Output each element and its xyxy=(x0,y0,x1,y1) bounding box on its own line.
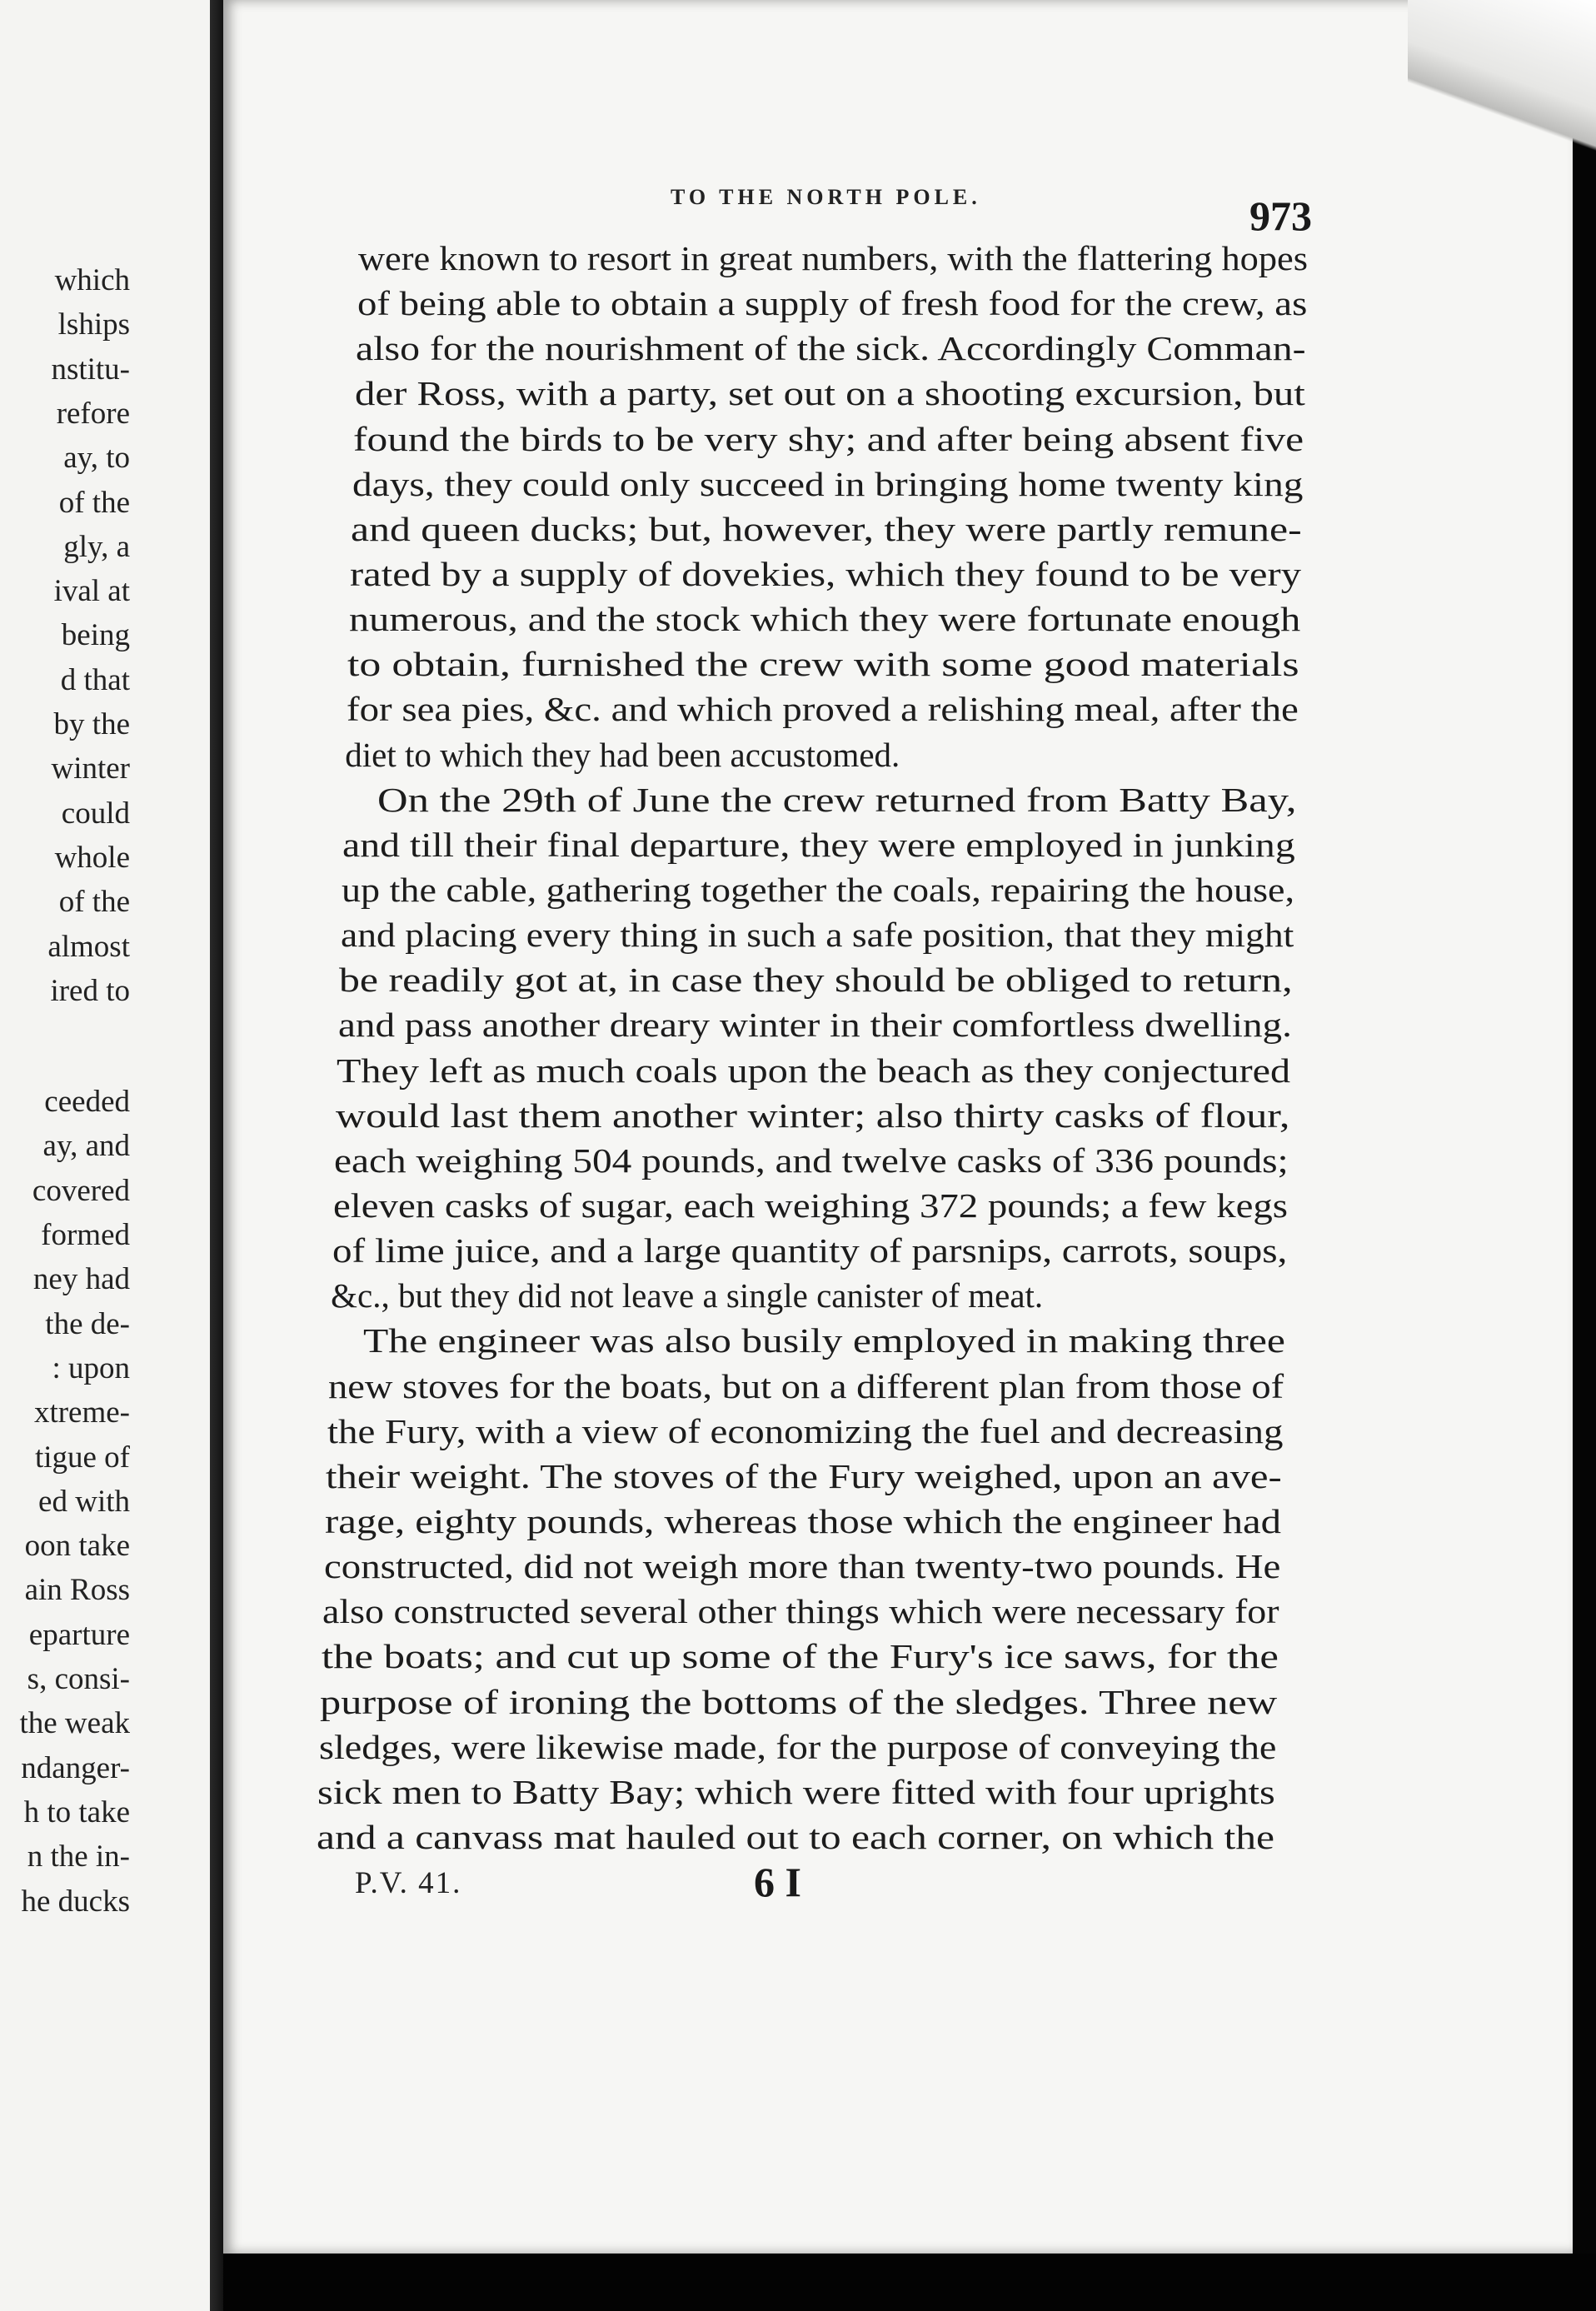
text-line: On the 29th of June the crew returned from Batty Bay, xyxy=(377,780,1297,819)
text-line: der Ross, with a party, set out on a shooting excursion, but xyxy=(354,374,1305,413)
text-line: diet to which they had been accustomed. xyxy=(345,735,900,774)
text-line: the Fury, with a view of economizing the fuel and decreasing xyxy=(327,1411,1284,1450)
facing-page-fragment: ay, and xyxy=(42,1129,130,1164)
facing-page-fragment: oon take xyxy=(24,1529,130,1564)
text-line: and till their final departure, they were employed in junking xyxy=(342,825,1296,864)
text-line: were known to resort in great numbers, with the flattering hopes xyxy=(358,239,1308,277)
scan-background xyxy=(223,2254,1596,2311)
facing-page-fragment: whole xyxy=(54,840,130,875)
facing-page-fragment: ndanger- xyxy=(21,1750,130,1785)
text-line: constructed, did not weigh more than twenty-two pounds. He xyxy=(323,1547,1280,1586)
facing-page-fragment: formed xyxy=(41,1218,130,1252)
text-line: eleven casks of sugar, each weighing 372 pounds; a few kegs xyxy=(333,1186,1288,1225)
facing-page-fragment: : upon xyxy=(52,1350,130,1385)
facing-page-fragment: the weak xyxy=(19,1706,130,1741)
text-line: sledges, were likewise made, for the purpose of conveying the xyxy=(318,1727,1277,1766)
text-line: The engineer was also busily employed in making three xyxy=(362,1321,1285,1360)
footer-signature: P.V. 41. xyxy=(355,1866,462,1900)
facing-page-fragment: the de- xyxy=(45,1306,130,1341)
facing-page-fragment: could xyxy=(61,796,130,831)
facing-page-fragment: ed with xyxy=(38,1484,130,1519)
facing-page-fragment: by the xyxy=(53,707,130,741)
text-line: also constructed several other things which were necessary for xyxy=(322,1592,1279,1631)
facing-page-fragment: ceeded xyxy=(44,1085,130,1120)
text-line: each weighing 504 pounds, and twelve casks of 336 pounds; xyxy=(334,1141,1289,1180)
facing-page xyxy=(0,0,210,2311)
text-line: &c., but they did not leave a single canister of meat. xyxy=(331,1276,1044,1315)
text-line: rage, eighty pounds, whereas those which the engineer had xyxy=(325,1502,1281,1540)
facing-page-fragment: ney had xyxy=(32,1262,130,1297)
facing-page-fragment: being xyxy=(61,618,130,653)
text-line: They left as much coals upon the beach as they conjectured xyxy=(337,1051,1291,1090)
text-line: days, they could only succeed in bringing home twenty king xyxy=(352,464,1304,503)
facing-page-fragment: almost xyxy=(47,929,130,964)
text-line: would last them another winter; also thirty casks of flour, xyxy=(335,1096,1290,1135)
facing-page-fragment: n the in- xyxy=(27,1839,130,1874)
facing-page-fragment: covered xyxy=(32,1173,130,1208)
text-line: numerous, and the stock which they were fortunate enough xyxy=(348,600,1300,639)
text-line: also for the nourishment of the sick. Accordingly Comman- xyxy=(356,329,1306,368)
facing-page-fragment: winter xyxy=(51,751,130,786)
facing-page-fragment: gly, a xyxy=(63,529,130,564)
text-line: found the birds to be very shy; and after being absent five xyxy=(353,419,1304,458)
facing-page-fragment: which xyxy=(54,263,130,297)
text-line: the boats; and cut up some of the Fury's ice saws, for the xyxy=(321,1637,1279,1676)
facing-page-fragment: of the xyxy=(58,885,130,920)
text-line: and pass another dreary winter in their comfortless dwelling. xyxy=(337,1006,1292,1045)
text-line: new stoves for the boats, but on a different plan from those of xyxy=(328,1366,1284,1405)
facing-page-fragment: tigue of xyxy=(34,1440,130,1475)
facing-page-fragment: ay, to xyxy=(63,441,130,476)
text-line: of lime juice, and a large quantity of parsnips, carrots, soups, xyxy=(332,1231,1287,1270)
page-corner-curl xyxy=(1408,0,1596,175)
footer-gathering-mark: 6 I xyxy=(754,1859,801,1905)
text-line: purpose of ironing the bottoms of the sledges. Three new xyxy=(320,1682,1278,1721)
facing-page-fragment: h to take xyxy=(23,1794,130,1829)
page-number: 973 xyxy=(1249,192,1312,239)
facing-page-fragment: nstitu- xyxy=(51,352,130,387)
facing-page-fragment: ain Ross xyxy=(24,1573,130,1608)
facing-page-fragment: he ducks xyxy=(21,1884,130,1919)
text-line: and placing every thing in such a safe position, that they might xyxy=(340,916,1294,955)
text-line: to obtain, furnished the crew with some good materials xyxy=(347,645,1299,684)
facing-page-fragment: lships xyxy=(57,307,130,342)
text-line: rated by a supply of dovekies, which they found to be very xyxy=(350,555,1301,593)
text-line: of being able to obtain a supply of fresh food for the crew, as xyxy=(357,284,1307,323)
facing-page-fragment: of the xyxy=(58,485,130,520)
facing-page-fragment: eparture xyxy=(28,1617,130,1652)
facing-page-fragment: ival at xyxy=(53,574,130,609)
text-line: sick men to Batty Bay; which were fitted with four uprights xyxy=(317,1772,1276,1811)
text-line: up the cable, gathering together the coals, repairing the house, xyxy=(342,871,1294,909)
facing-page-fragment: d that xyxy=(60,662,130,697)
text-line: and a canvass mat hauled out to each corner, on which the xyxy=(317,1818,1274,1856)
text-line: be readily got at, in case they should be obliged to return, xyxy=(339,961,1293,1000)
facing-page-fragment: xtreme- xyxy=(33,1395,130,1430)
facing-page-fragment: s, consi- xyxy=(27,1662,130,1696)
text-line: for sea pies, &c. and which proved a relishing meal, after the xyxy=(346,690,1299,729)
facing-page-fragment: refore xyxy=(56,396,130,431)
text-line: and queen ducks; but, however, they were partly remune- xyxy=(351,509,1303,548)
facing-page-fragment: ired to xyxy=(50,973,130,1008)
text-line: their weight. The stoves of the Fury weighed, upon an ave- xyxy=(326,1456,1283,1495)
running-head: TO THE NORTH POLE. xyxy=(671,185,981,209)
